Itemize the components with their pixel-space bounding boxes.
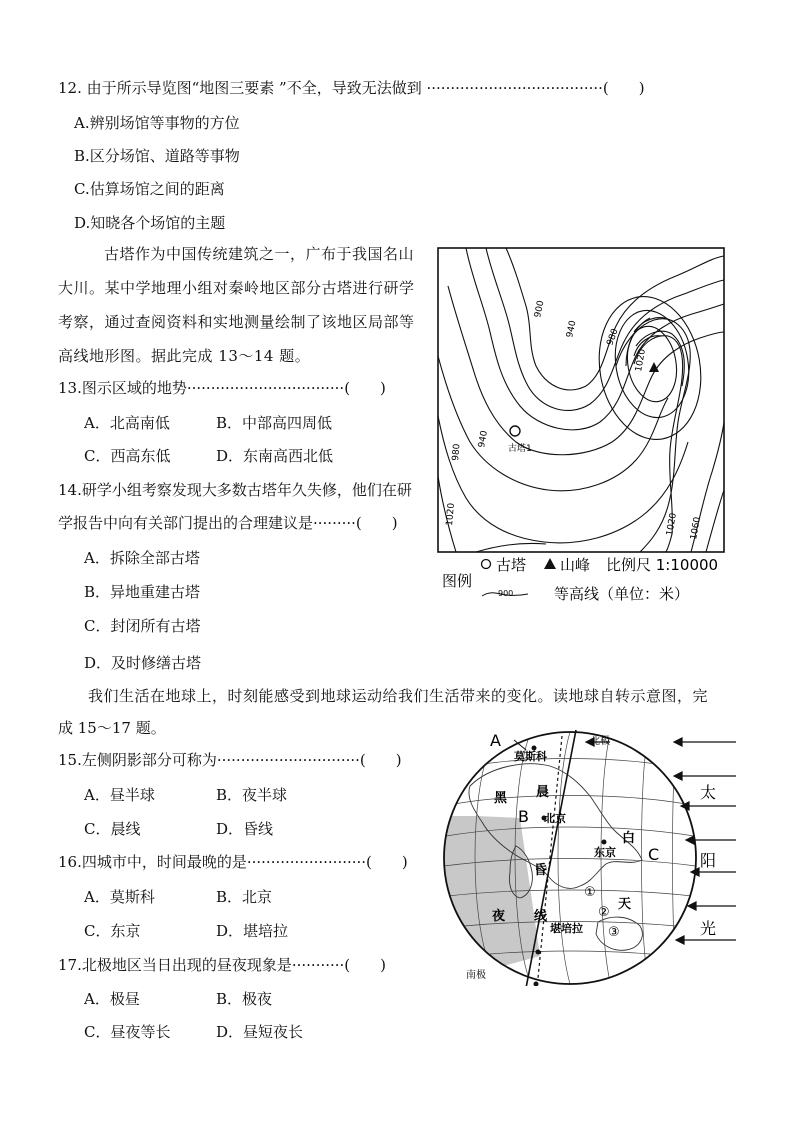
q17-option-a: A．极昼 xyxy=(84,990,140,1008)
contour-label-940-west: 940 xyxy=(477,429,490,449)
marker-1: ① xyxy=(584,885,596,900)
q17-option-b: B．极夜 xyxy=(216,990,273,1008)
contour-label-1020-west: 1020 xyxy=(445,502,457,527)
earth-rotation-diagram xyxy=(430,726,740,986)
label-xian: 线 xyxy=(534,909,548,924)
earth-axis xyxy=(526,730,576,986)
legend-contour-label: 等高线（单位：米） xyxy=(554,585,690,603)
q14-stem-line-2: 学报告中向有关部门提出的合理建议是·········( ) xyxy=(58,514,398,532)
q12-option-a: A.辨别场馆等事物的方位 xyxy=(74,114,240,132)
q13-option-a: A．北高南低 xyxy=(84,414,170,432)
q13-option-b: B．中部高四周低 xyxy=(216,414,333,432)
legend-title: 图例 xyxy=(442,572,473,590)
tower-icon xyxy=(510,426,520,436)
q14-option-c: C．封闭所有古塔 xyxy=(84,617,201,635)
q17-stem: 17.北极地区当日出现的昼夜现象是···········( ) xyxy=(58,956,387,974)
q14-option-b: B．异地重建古塔 xyxy=(84,583,201,601)
q17-option-d: D．昼短夜长 xyxy=(216,1023,304,1041)
label-hun: 昏 xyxy=(534,863,548,878)
tower-label: 古塔1 xyxy=(508,444,532,454)
q17-option-c: C．昼夜等长 xyxy=(84,1023,171,1041)
label-hei: 黑 xyxy=(494,791,508,806)
contour-label-1020-peak: 1020 xyxy=(634,348,648,373)
contour-label-980-north: 980 xyxy=(605,327,621,348)
label-ye: 夜 xyxy=(492,909,506,924)
contour-label-980-west: 980 xyxy=(451,443,463,462)
q12-option-c: C.估算场馆之间的距离 xyxy=(74,180,225,198)
q16-stem: 16.四城市中，时间最晚的是·························( ) xyxy=(58,853,408,871)
south-pole-label: 南极 xyxy=(466,970,486,981)
q15-option-b: B．夜半球 xyxy=(216,786,288,804)
q16-option-a: A．莫斯科 xyxy=(84,888,155,906)
passage1-line-2: 大川。某中学地理小组对秦岭地区部分古塔进行研学 xyxy=(58,279,415,297)
legend-contour-value: 900 xyxy=(498,589,514,598)
city-beijing: 北京 xyxy=(544,812,566,825)
q15-option-c: C．晨线 xyxy=(84,820,141,838)
legend-peak-label: 山峰 xyxy=(560,556,591,574)
q16-option-b: B．北京 xyxy=(216,888,273,906)
q15-option-d: D．昏线 xyxy=(216,820,274,838)
q13-stem: 13.图示区域的地势·································( ) xyxy=(58,379,386,397)
legend-tower-icon xyxy=(482,560,491,569)
q12-option-d: D.知晓各个场馆的主题 xyxy=(74,214,226,232)
legend-tower-label: 古塔 xyxy=(496,556,527,574)
city-tokyo: 东京 xyxy=(594,846,616,859)
contour-label-1020-east: 1020 xyxy=(665,512,679,537)
sun-char-2: 阳 xyxy=(700,851,717,870)
q14-option-a: A．拆除全部古塔 xyxy=(84,549,200,567)
north-pole-label: 北极 xyxy=(590,736,610,747)
marker-2: ② xyxy=(598,905,610,920)
globe-label-a: A xyxy=(490,731,501,750)
q16-option-c: C．东京 xyxy=(84,922,141,940)
contour-map xyxy=(436,246,736,606)
q13-option-d: D．东南高西北低 xyxy=(216,447,334,465)
marker-3: ③ xyxy=(608,925,620,940)
q15-stem: 15.左侧阴影部分可称为······························( ) xyxy=(58,751,402,769)
passage2-line-2: 成 15～17 题。 xyxy=(58,719,166,737)
legend-scale: 比例尺 1:10000 xyxy=(606,556,719,574)
label-bai: 白 xyxy=(622,831,636,846)
contour-label-940-north: 940 xyxy=(565,319,579,339)
contour-label-1060: 1060 xyxy=(689,516,703,541)
city-canberra: 堪培拉 xyxy=(550,922,583,935)
night-shading xyxy=(430,816,540,986)
legend-peak-icon xyxy=(544,558,556,569)
q16-option-d: D．堪培拉 xyxy=(216,922,289,940)
q14-option-d: D．及时修缮古塔 xyxy=(84,654,202,672)
sun-char-1: 太 xyxy=(700,783,717,802)
q12-option-b: B.区分场馆、道路等事物 xyxy=(74,147,240,165)
city-moscow: 莫斯科 xyxy=(514,750,547,763)
q12-stem: 12. 由于所示导览图“地图三要素 ”不全，导致无法做到 ·····································( ) xyxy=(58,79,645,97)
passage1-line-3: 考察，通过查阅资料和实地测量绘制了该地区局部等 xyxy=(58,313,415,331)
label-tian: 天 xyxy=(618,897,632,912)
q14-stem-line-1: 14.研学小组考察发现大多数古塔年久失修，他们在研 xyxy=(58,481,412,499)
label-chen: 晨 xyxy=(536,785,550,800)
map-frame xyxy=(438,248,724,552)
q13-option-c: C．西高东低 xyxy=(84,447,171,465)
contour-label-900: 900 xyxy=(533,299,547,319)
passage2-line-1: 我们生活在地球上，时刻能感受到地球运动给我们生活带来的变化。读地球自转示意图，完 xyxy=(88,687,709,705)
sun-char-3: 光 xyxy=(700,919,717,938)
globe-label-c: C xyxy=(648,845,660,864)
terminator-line xyxy=(538,736,562,978)
passage1-line-4: 高线地形图。据此完成 13～14 题。 xyxy=(58,347,311,365)
passage1-line-1: 古塔作为中国传统建筑之一，广布于我国名山 xyxy=(104,245,415,263)
q15-option-a: A．昼半球 xyxy=(84,786,155,804)
globe-label-b: B xyxy=(518,807,529,826)
